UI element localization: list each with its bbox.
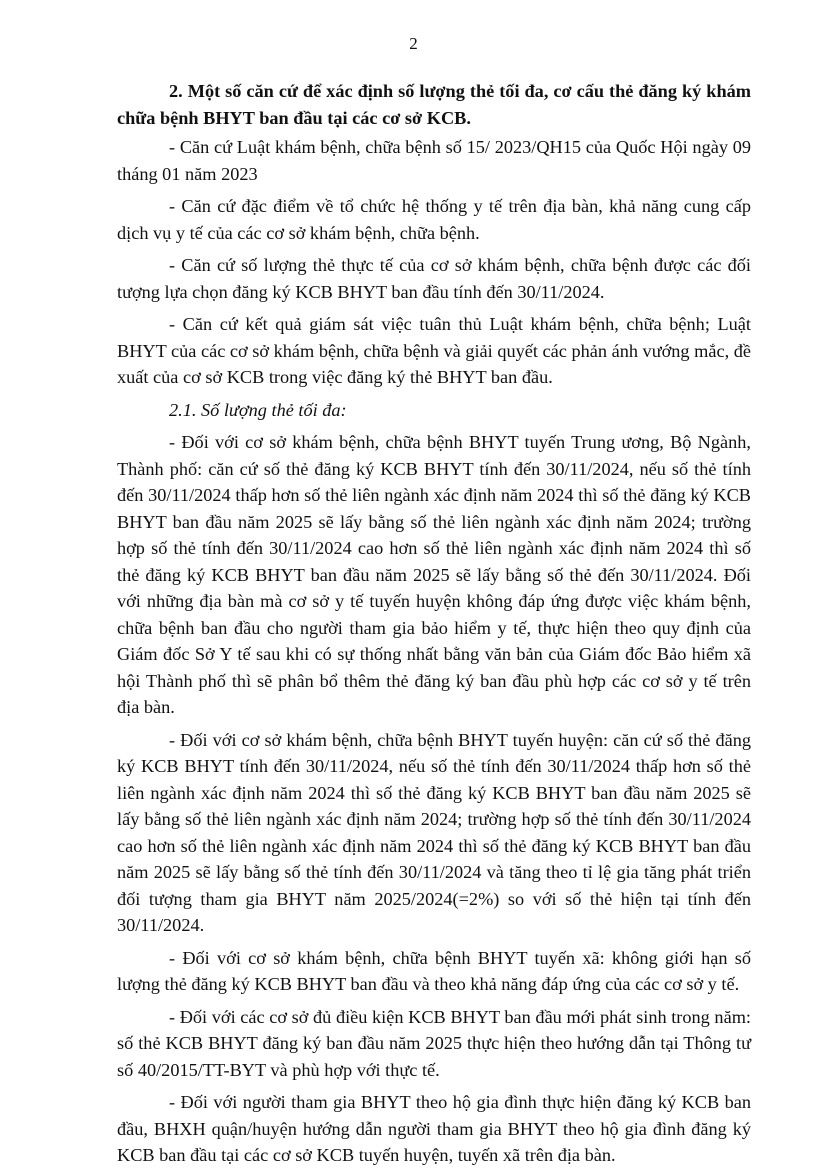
item-paragraph-new-facilities: - Đối với các cơ sở đủ điều kiện KCB BHYT ban đầu mới phát sinh trong năm: số thẻ KCB BHYT đăng ký ban đầu năm 2025 thực hiện theo hướng dẫn tại Thông tư số 40/2015/TT-BYT và phù hợp với thực tế. — [117, 1006, 751, 1080]
item-paragraph-household: - Đối với người tham gia BHYT theo hộ gia đình thực hiện đăng ký KCB ban đầu, BHXH quận/huyện hướng dẫn người tham gia BHYT theo hộ gia đình đăng ký KCB ban đầu tại các cơ sở KCB tuyến huyện, tuyến xã trên địa bàn. — [117, 1092, 751, 1165]
basis-paragraph-2: - Căn cứ đặc điểm về tổ chức hệ thống y tế trên địa bàn, khả năng cung cấp dịch vụ y tế của các cơ sở khám bệnh, chữa bệnh. — [117, 196, 751, 243]
basis-paragraph-4: - Căn cứ kết quả giám sát việc tuân thủ Luật khám bệnh, chữa bệnh; Luật BHYT của các cơ sở khám bệnh, chữa bệnh và giải quyết các phản ánh vướng mắc, đề xuất của cơ sở KCB trong việc đăng ký thẻ BHYT ban đầu. — [117, 314, 751, 387]
item-paragraph-district-level: - Đối với cơ sở khám bệnh, chữa bệnh BHYT tuyến huyện: căn cứ số thẻ đăng ký KCB BHYT tính đến 30/11/2024, nếu số thẻ tính đến 30/11/2024 thấp hơn số thẻ liên ngành xác định năm 2024 thì số thẻ đăng ký KCB BHYT ban đầu năm 2025 sẽ lấy bằng số thẻ liên ngành xác định năm 2024; trường hợp số thẻ tính đến 30/11/2024 cao hơn số thẻ liên ngành xác định năm 2024 thì số thẻ đăng ký KCB BHYT ban đầu năm 2025 sẽ lấy bằng số thẻ tính đến 30/11/2024 và tăng theo tỉ lệ gia tăng phát triển đối tượng tham gia BHYT năm 2025/2024(=2%) so với số thẻ hiện tại tính đến 30/11/2024. — [117, 729, 751, 935]
basis-paragraph-1: - Căn cứ Luật khám bệnh, chữa bệnh số 15/ 2023/QH15 của Quốc Hội ngày 09 tháng 01 năm 2023 — [117, 137, 751, 184]
section-heading: 2. Một số căn cứ để xác định số lượng thẻ tối đa, cơ cấu thẻ đăng ký khám chữa bệnh BHYT ban đầu tại các cơ sở KCB. — [117, 81, 751, 128]
basis-paragraph-3: - Căn cứ số lượng thẻ thực tế của cơ sở khám bệnh, chữa bệnh được các đối tượng lựa chọn đăng ký KCB BHYT ban đầu tính đến 30/11/2024. — [117, 255, 751, 302]
subsection-heading: 2.1. Số lượng thẻ tối đa: — [169, 399, 347, 420]
item-paragraph-commune-level: - Đối với cơ sở khám bệnh, chữa bệnh BHYT tuyến xã: không giới hạn số lượng thẻ đăng ký KCB BHYT ban đầu và theo khả năng đáp ứng của các cơ sở y tế. — [117, 947, 751, 994]
item-paragraph-central-level: - Đối với cơ sở khám bệnh, chữa bệnh BHYT tuyến Trung ương, Bộ Ngành, Thành phố: căn cứ số thẻ đăng ký KCB BHYT tính đến 30/11/2024, nếu số thẻ tính đến 30/11/2024 thấp hơn số thẻ liên ngành xác định năm 2024 thì số thẻ đăng ký KCB BHYT ban đầu năm 2025 sẽ lấy bằng số thẻ liên ngành xác định năm 2024; trường hợp số thẻ tính đến 30/11/2024 cao hơn số thẻ liên ngành xác định năm 2024 thì số thẻ đăng ký KCB BHYT ban đầu năm 2025 sẽ lấy bằng số thẻ đến 30/11/2024. Đối với những địa bàn mà cơ sở y tế tuyến huyện không đáp ứng được việc khám bệnh, chữa bệnh ban đầu cho người tham gia bảo hiểm y tế, thực hiện theo quy định của Giám đốc Sở Y tế sau khi có sự thống nhất bằng văn bản của Giám đốc Bảo hiểm xã hội Thành phố thì sẽ phân bổ thêm thẻ đăng ký ban đầu phù hợp các cơ sở y tế trên địa bàn. — [117, 432, 751, 717]
document-body — [117, 78, 751, 1175]
page-number: 2 — [409, 34, 418, 53]
